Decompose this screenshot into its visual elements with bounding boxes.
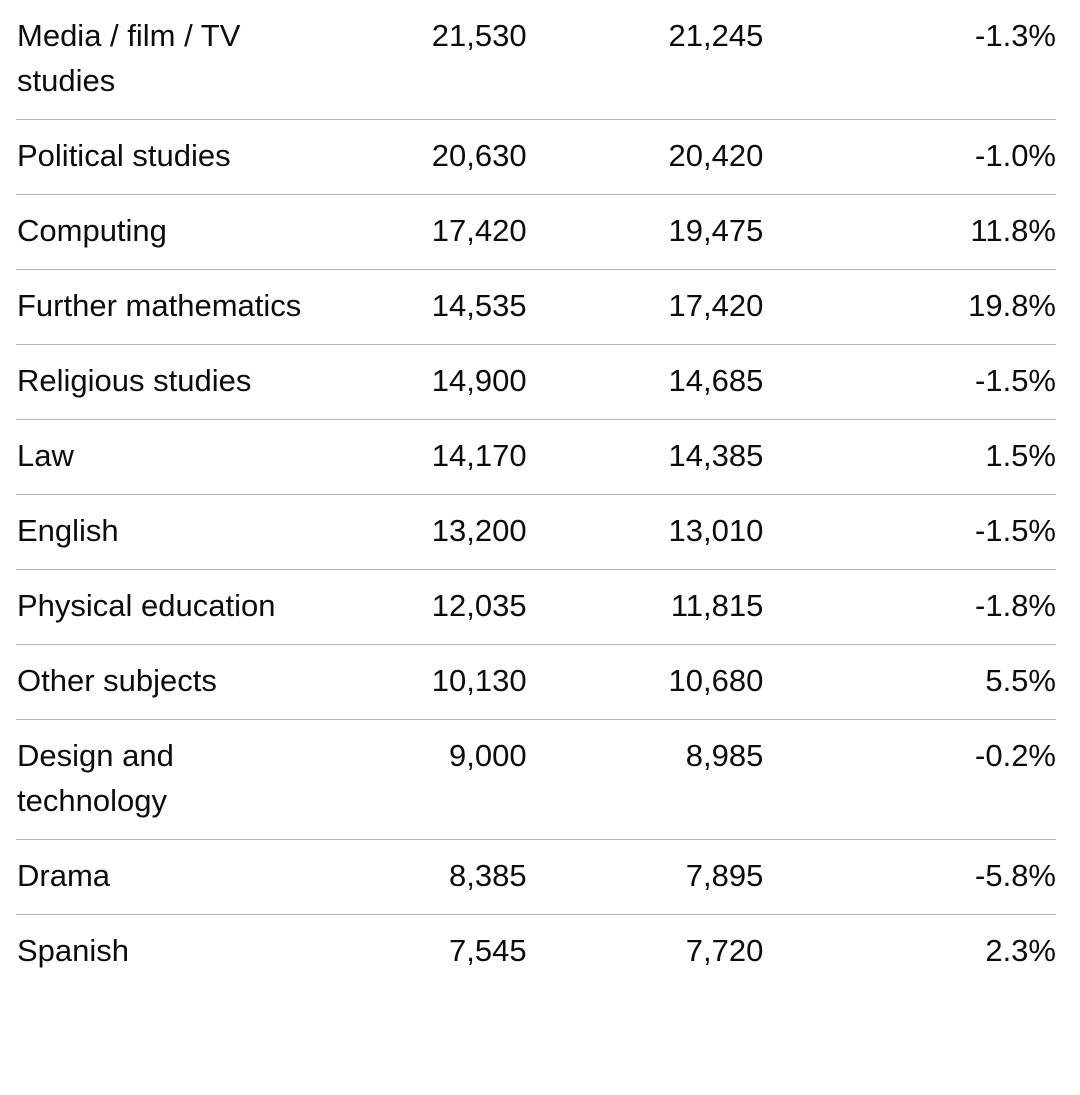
subject-cell: Political studies <box>16 120 317 195</box>
table-row <box>16 345 1056 420</box>
subject-cell: English <box>16 495 317 570</box>
table-row <box>16 195 1056 270</box>
year2-value-cell: 11,815 <box>527 570 764 645</box>
year1-value-cell: 12,035 <box>317 570 527 645</box>
percent-change-cell: -1.8% <box>763 570 1056 645</box>
year1-value-cell: 14,535 <box>317 270 527 345</box>
table-row <box>16 495 1056 570</box>
year2-value-cell: 20,420 <box>527 120 764 195</box>
year2-value-cell: 14,685 <box>527 345 764 420</box>
subject-cell: Media / film / TV studies <box>16 0 317 120</box>
year1-value-cell: 14,170 <box>317 420 527 495</box>
percent-change-cell: -1.3% <box>763 0 1056 120</box>
entries-table <box>16 0 1056 989</box>
year2-value-cell: 14,385 <box>527 420 764 495</box>
percent-change-cell: 2.3% <box>985 933 1056 968</box>
year2-value-cell: 19,475 <box>527 195 764 270</box>
percent-change-cell: -1.5% <box>763 495 1056 570</box>
year2-value-cell: 17,420 <box>527 270 764 345</box>
subject-cell: Law <box>16 420 317 495</box>
percent-change-cell: -1.5% <box>763 345 1056 420</box>
year2-value-cell: 8,985 <box>527 720 764 840</box>
table-row <box>16 840 1056 915</box>
subject-cell: Spanish <box>17 933 130 968</box>
percent-change-cell: 11.8% <box>763 195 1056 270</box>
percent-change-cell: 5.5% <box>763 645 1056 720</box>
table-row <box>16 0 1056 120</box>
table-row <box>16 270 1056 345</box>
year1-value-cell: 20,630 <box>317 120 527 195</box>
year1-value-cell: 14,900 <box>317 345 527 420</box>
table-row <box>16 645 1056 720</box>
year1-value-cell: 10,130 <box>317 645 527 720</box>
year2-value-cell: 10,680 <box>527 645 764 720</box>
year1-value-cell: 7,545 <box>449 933 527 968</box>
subject-cell: Religious studies <box>16 345 317 420</box>
subject-cell: Computing <box>16 195 317 270</box>
table-row <box>16 570 1056 645</box>
percent-change-cell: -0.2% <box>763 720 1056 840</box>
percent-change-cell: -5.8% <box>763 840 1056 915</box>
table-body <box>16 0 1056 989</box>
percent-change-cell: 1.5% <box>763 420 1056 495</box>
table-row <box>16 720 1056 840</box>
table-row <box>16 120 1056 195</box>
year1-value-cell: 17,420 <box>317 195 527 270</box>
table-row <box>16 915 1056 990</box>
year1-value-cell: 8,385 <box>317 840 527 915</box>
year1-value-cell: 13,200 <box>317 495 527 570</box>
year2-value-cell: 7,720 <box>685 933 764 968</box>
year2-value-cell: 13,010 <box>527 495 764 570</box>
subject-cell: Further mathematics <box>16 270 317 345</box>
year2-value-cell: 21,245 <box>527 0 764 120</box>
subject-cell: Drama <box>16 840 317 915</box>
subject-cell: Physical education <box>16 570 317 645</box>
subject-cell: Other subjects <box>16 645 317 720</box>
table-row <box>16 420 1056 495</box>
percent-change-cell: -1.0% <box>763 120 1056 195</box>
year2-value-cell: 7,895 <box>527 840 764 915</box>
percent-change-cell: 19.8% <box>763 270 1056 345</box>
subject-cell: Design and technology <box>16 720 317 840</box>
year1-value-cell: 9,000 <box>317 720 527 840</box>
year1-value-cell: 21,530 <box>317 0 527 120</box>
